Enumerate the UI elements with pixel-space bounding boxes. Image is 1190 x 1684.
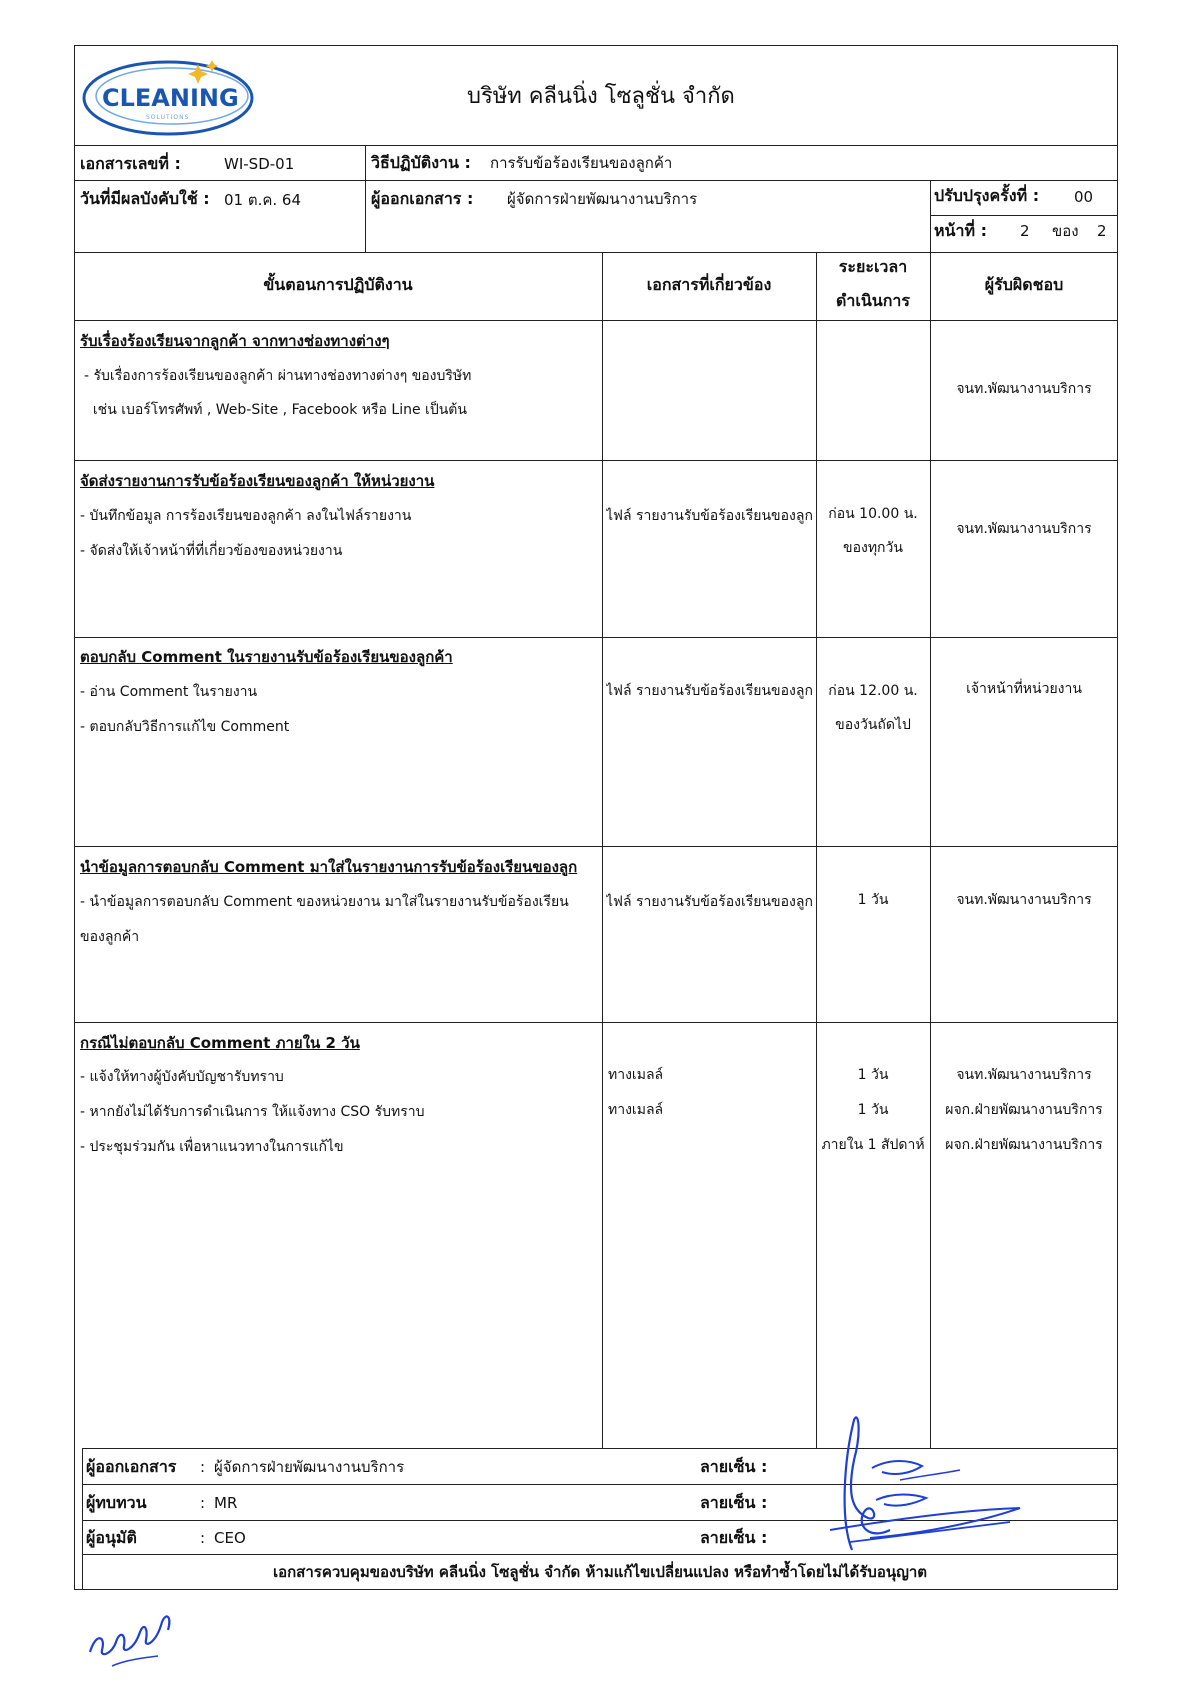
sign-label: ลายเซ็น : (700, 1493, 768, 1512)
column-header-documents: เอกสารที่เกี่ยวข้อง (646, 275, 772, 294)
section-title: นำข้อมูลการตอบกลับ Comment มาใส่ในรายงานการรับข้อร้องเรียนของลูก (80, 858, 578, 876)
responsible-cell: เจ้าหน้าที่หน่วยงาน (966, 681, 1082, 697)
step-line: - รับเรื่องการร้องเรียนของลูกค้า ผ่านทางช่องทางต่างๆ ของบริษัท (84, 368, 472, 384)
duration-cell: ของทุกวัน (843, 540, 903, 556)
procedure-label: วิธีปฏิบัติงาน : (371, 153, 471, 172)
approval-approver-value: CEO (214, 1529, 246, 1547)
section-title: รับเรื่องร้องเรียนจากลูกค้า จากทางช่องทางต่างๆ (80, 332, 390, 350)
rule (816, 252, 817, 1448)
rule (930, 215, 1118, 216)
responsible-cell: จนท.พัฒนางานบริการ (956, 1067, 1092, 1083)
rule (930, 180, 931, 252)
column-header-responsible: ผู้รับผิดชอบ (984, 275, 1064, 294)
effective-date-label: วันที่มีผลบังคับใช้ : (80, 189, 210, 208)
column-header-steps: ขั้นตอนการปฏิบัติงาน (263, 275, 413, 294)
approval-issuer-label: ผู้ออกเอกสาร (86, 1457, 177, 1476)
step-line: - นำข้อมูลการตอบกลับ Comment ของหน่วยงาน มาใส่ในรายงานรับข้อร้องเรียน (80, 894, 569, 910)
duration-cell: 1 วัน (857, 892, 889, 908)
revision-value: 00 (1074, 188, 1094, 206)
document-cell: ไฟล์ รายงานรับข้อร้องเรียนของลูก (606, 683, 813, 699)
rule (74, 180, 1118, 181)
column-header-duration-2: ดำเนินการ (836, 291, 910, 310)
responsible-cell: จนท.พัฒนางานบริการ (956, 892, 1092, 908)
logo-subtext: SOLUTIONS (146, 114, 190, 121)
duration-cell: 1 วัน (857, 1067, 889, 1083)
document-cell: ทางเมลล์ (608, 1102, 664, 1118)
issuer-label: ผู้ออกเอกสาร : (371, 189, 474, 208)
document-cell: ทางเมลล์ (608, 1067, 664, 1083)
duration-cell: 1 วัน (857, 1102, 889, 1118)
step-line: - อ่าน Comment ในรายงาน (80, 684, 258, 700)
duration-cell: ภายใน 1 สัปดาห์ (821, 1137, 925, 1153)
logo-wordmark: CLEANING (102, 84, 239, 112)
section-title: กรณีไม่ตอบกลับ Comment ภายใน 2 วัน (80, 1034, 360, 1052)
document-cell: ไฟล์ รายงานรับข้อร้องเรียนของลูก (606, 894, 813, 910)
rule (74, 846, 1118, 847)
effective-date-value: 01 ต.ค. 64 (224, 191, 302, 209)
duration-cell: ก่อน 12.00 น. (828, 683, 918, 699)
approval-issuer-value: ผู้จัดการฝ่ายพัฒนางานบริการ (214, 1458, 405, 1476)
step-line: - จัดส่งให้เจ้าหน้าที่ที่เกี่ยวข้องของหน่วยงาน (80, 543, 343, 559)
responsible-cell: จนท.พัฒนางานบริการ (956, 381, 1092, 397)
of-label: ของ (1052, 222, 1079, 240)
initials-signature (82, 1592, 192, 1672)
rule (365, 145, 366, 252)
page-label: หน้าที่ : (934, 221, 987, 240)
duration-cell: ของวันถัดไป (835, 717, 911, 733)
rule (930, 252, 931, 1448)
rule (602, 252, 603, 1448)
of-value: 2 (1097, 222, 1107, 240)
revision-label: ปรับปรุงครั้งที่ : (934, 186, 1040, 205)
rule (74, 320, 1118, 321)
step-line: ของลูกค้า (80, 929, 140, 945)
footer-notice: เอกสารควบคุมของบริษัท คลีนนิ่ง โซลูชั่น จำกัด ห้ามแก้ไขเปลี่ยนแปลง หรือทำซ้ำโดยไม่ได้รับอนุญาต (272, 1563, 928, 1581)
procedure-value: การรับข้อร้องเรียนของลูกค้า (490, 154, 673, 172)
step-line: เช่น เบอร์โทรศัพท์ , Web-Site , Facebook หรือ Line เป็นต้น (84, 402, 467, 418)
step-line: - ตอบกลับวิธีการแก้ไข Comment (80, 719, 290, 735)
section-title: จัดส่งรายงานการรับข้อร้องเรียนของลูกค้า ให้หน่วยงาน (80, 472, 435, 490)
signature (810, 1400, 1030, 1560)
approval-reviewer-label: ผู้ทบทวน (86, 1493, 147, 1512)
rule (74, 460, 1118, 461)
step-line: - แจ้งให้ทางผู้บังคับบัญชารับทราบ (80, 1069, 284, 1085)
approval-colon: : (200, 1529, 206, 1547)
step-line: - บันทึกข้อมูล การร้องเรียนของลูกค้า ลงในไฟล์รายงาน (80, 508, 412, 524)
approval-colon: : (200, 1494, 206, 1512)
document-cell: ไฟล์ รายงานรับข้อร้องเรียนของลูก (606, 508, 813, 524)
responsible-cell: จนท.พัฒนางานบริการ (956, 521, 1092, 537)
duration-cell: ก่อน 10.00 น. (828, 506, 918, 522)
sign-label: ลายเซ็น : (700, 1457, 768, 1476)
sign-label: ลายเซ็น : (700, 1528, 768, 1547)
company-logo (80, 52, 260, 142)
rule (74, 637, 1118, 638)
rule (74, 252, 1118, 253)
approval-reviewer-value: MR (214, 1494, 238, 1512)
responsible-cell: ผจก.ฝ่ายพัฒนางานบริการ (945, 1137, 1103, 1153)
column-header-duration: ระยะเวลา (838, 257, 908, 276)
responsible-cell: ผจก.ฝ่ายพัฒนางานบริการ (945, 1102, 1103, 1118)
doc-no-value: WI-SD-01 (224, 155, 295, 173)
approval-colon: : (200, 1458, 206, 1476)
approval-approver-label: ผู้อนุมัติ (86, 1528, 137, 1547)
step-line: - หากยังไม่ได้รับการดำเนินการ ให้แจ้งทาง CSO รับทราบ (80, 1104, 425, 1120)
doc-no-label: เอกสารเลขที่ : (80, 154, 181, 173)
rule (74, 1022, 1118, 1023)
step-line: - ประชุมร่วมกัน เพื่อหาแนวทางในการแก้ไข (80, 1139, 344, 1155)
issuer-value: ผู้จัดการฝ่ายพัฒนางานบริการ (507, 190, 698, 208)
rule (74, 145, 1118, 146)
company-title: บริษัท คลีนนิ่ง โซลูชั่น จำกัด (467, 84, 735, 109)
section-title: ตอบกลับ Comment ในรายงานรับข้อร้องเรียนของลูกค้า (80, 648, 453, 666)
page-value: 2 (1020, 222, 1030, 240)
